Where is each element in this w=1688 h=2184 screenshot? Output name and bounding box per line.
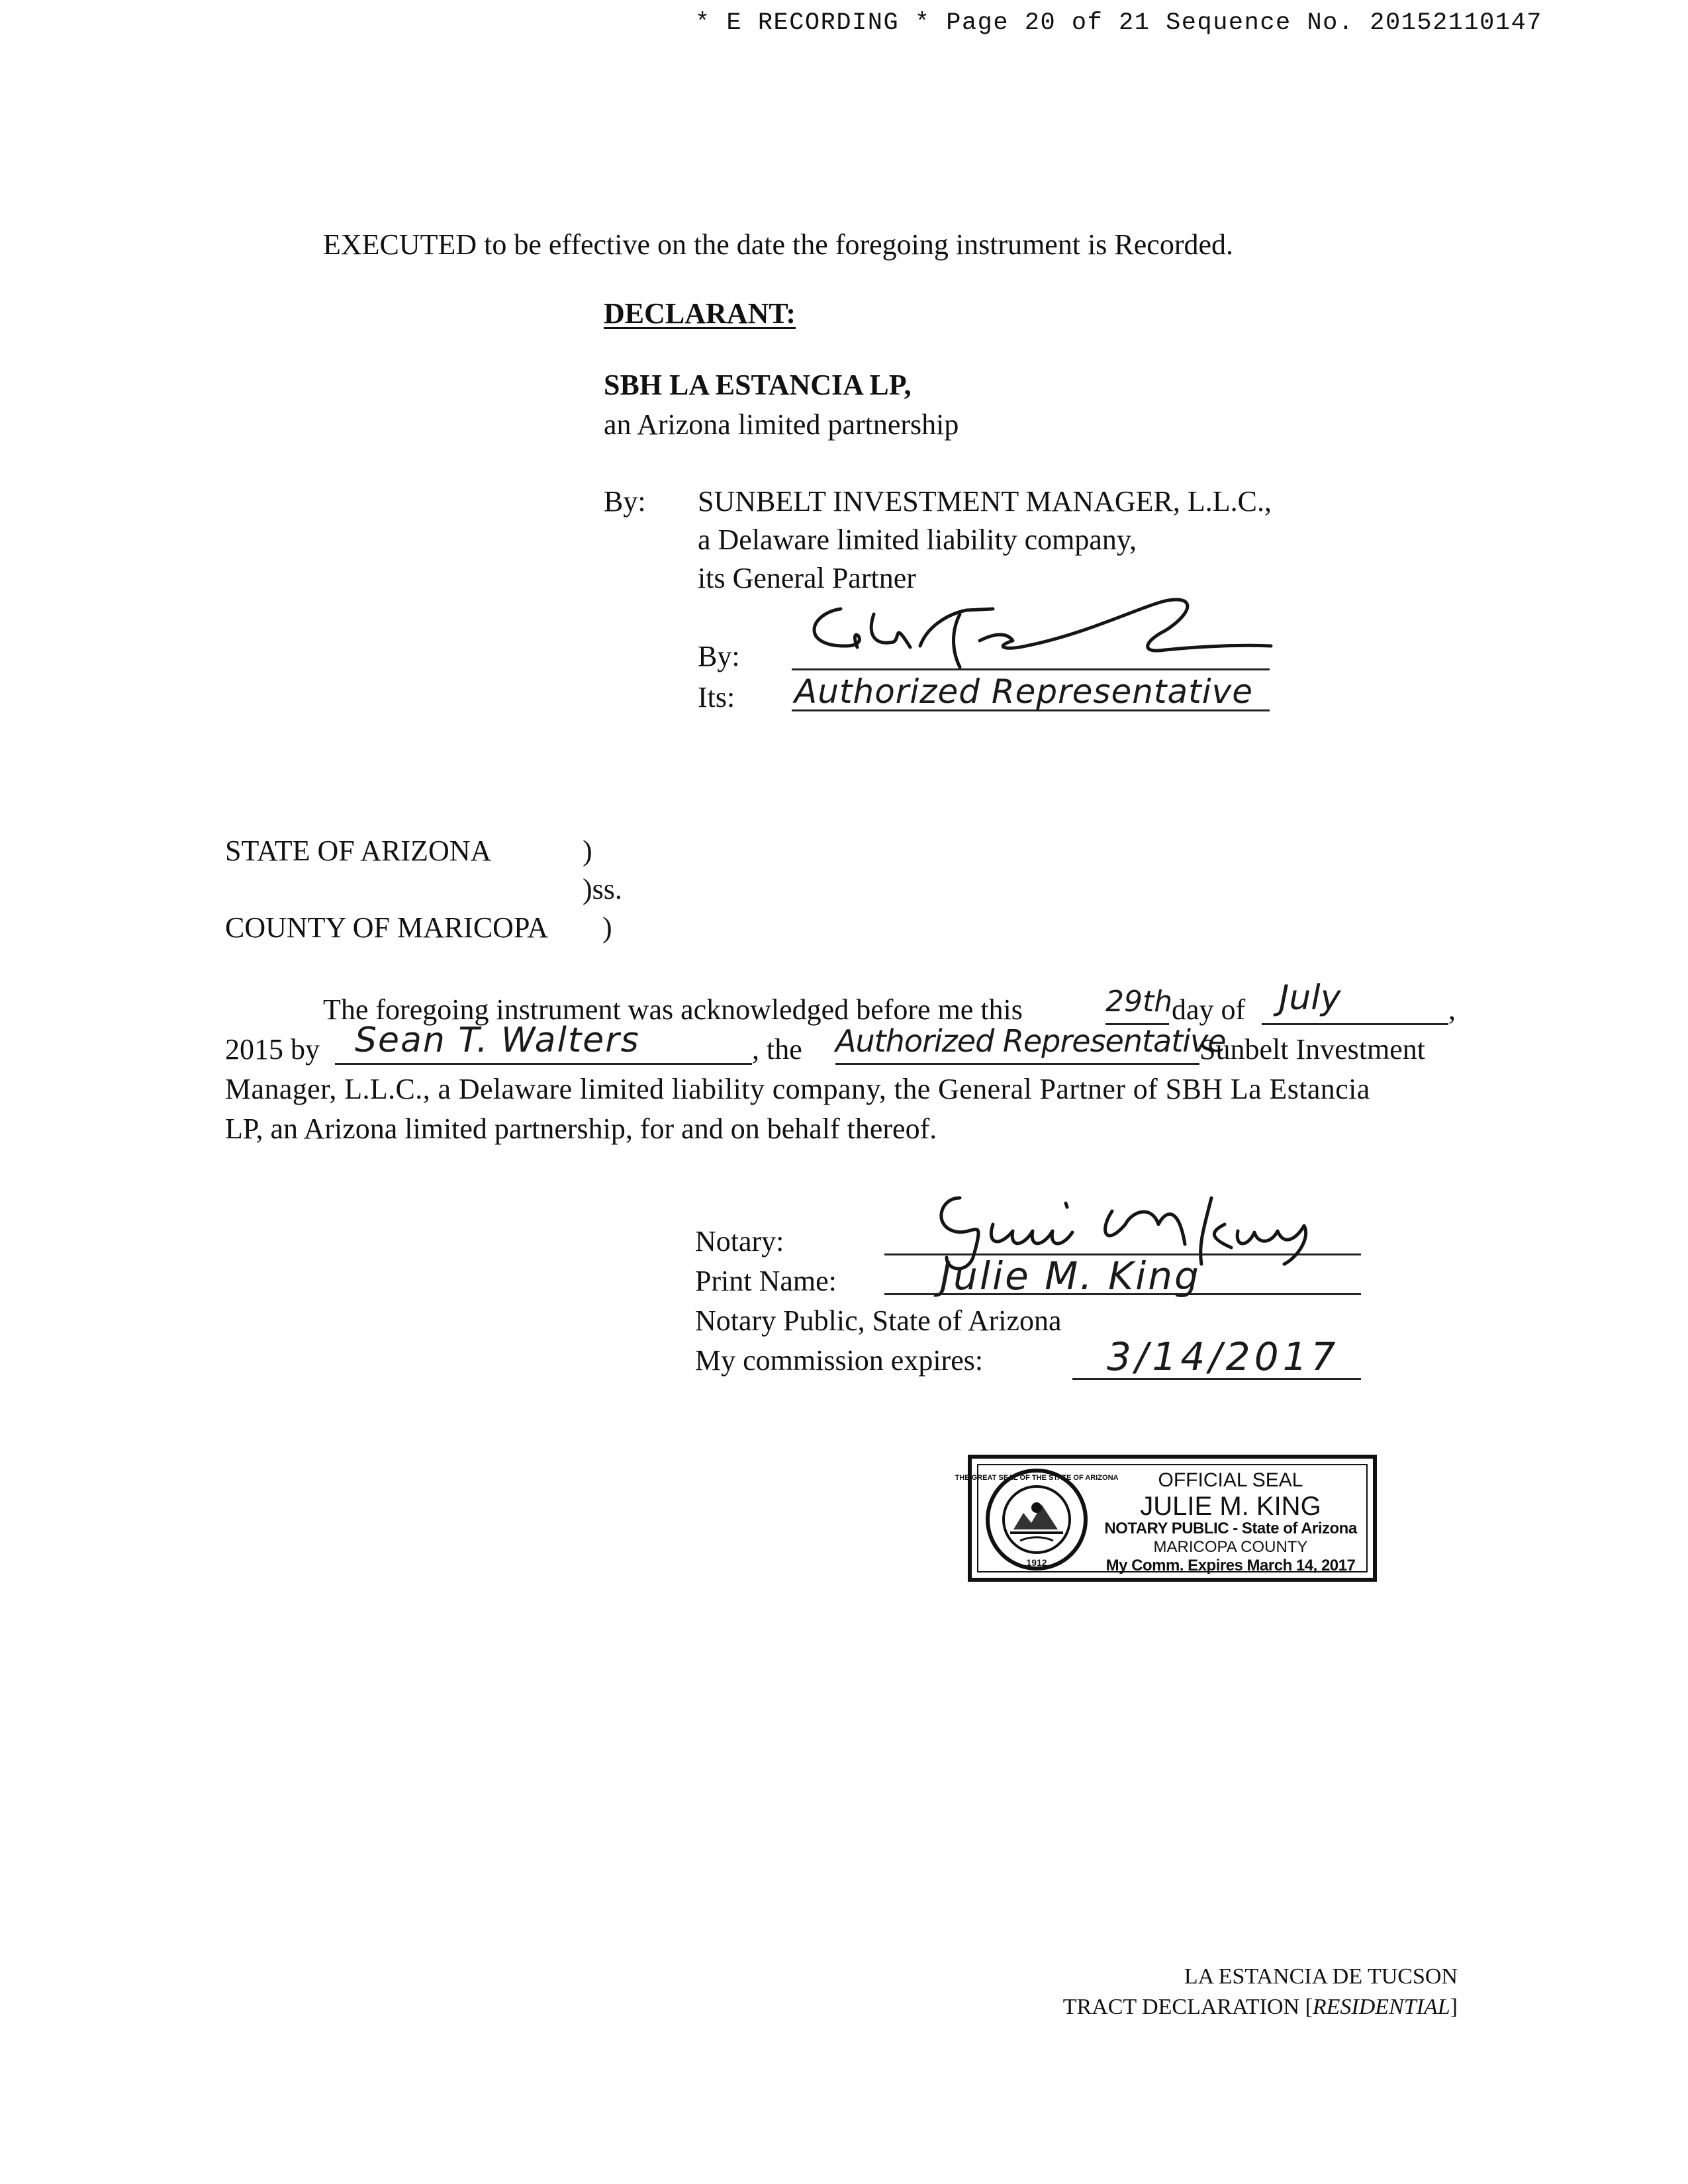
- footer-line1: LA ESTANCIA DE TUCSON: [1184, 1964, 1458, 1989]
- seal-line-notary-public: NOTARY PUBLIC - State of Arizona: [1104, 1520, 1357, 1537]
- declarant-entity-name: SBH LA ESTANCIA LP,: [604, 369, 912, 401]
- declarant-heading: DECLARANT:: [604, 297, 796, 330]
- print-name-handwritten: Julie M. King: [940, 1253, 1201, 1298]
- ack-signer-handwritten: Sean T. Walters: [355, 1021, 640, 1060]
- manager-type: a Delaware limited liability company,: [698, 523, 1137, 556]
- venue-county: COUNTY OF MARICOPA: [225, 911, 549, 944]
- footer-line2-prefix: TRACT DECLARATION [: [1062, 1995, 1313, 2019]
- print-name-label: Print Name:: [695, 1265, 837, 1297]
- venue-paren-1: ): [583, 835, 592, 867]
- footer-line2-suffix: ]: [1450, 1995, 1458, 2019]
- ack-title-line: [835, 1063, 1199, 1065]
- ack-month-line: [1262, 1023, 1448, 1025]
- notary-public-line: Notary Public, State of Arizona: [695, 1304, 1062, 1337]
- notary-label: Notary:: [695, 1225, 784, 1257]
- ack-day-of: day of: [1172, 993, 1246, 1026]
- venue-state: STATE OF ARIZONA: [225, 835, 492, 867]
- footer-line2: [1063, 1992, 1458, 2023]
- arizona-state-seal-emblem: [955, 1467, 1119, 1572]
- ack-title-handwritten: Authorized Representative: [835, 1023, 1226, 1059]
- seal-line-expires: My Comm. Expires March 14, 2017: [1105, 1557, 1356, 1574]
- ack-signer-line: [335, 1063, 752, 1065]
- manager-role: its General Partner: [698, 562, 916, 594]
- seal-emblem-year: 1912: [1026, 1557, 1047, 1568]
- footer-line2-italic: RESIDENTIAL: [1312, 1995, 1450, 2019]
- ack-line2-year: 2015 by: [225, 1033, 320, 1066]
- ack-line2-the: , the: [752, 1033, 802, 1066]
- seal-line-official: OFFICIAL SEAL: [1158, 1469, 1303, 1491]
- ack-comma: ,: [1448, 993, 1456, 1026]
- by-label: By:: [604, 485, 646, 518]
- commission-date-handwritten: 3/14/2017: [1107, 1334, 1340, 1379]
- ack-day-handwritten: 29th: [1105, 985, 1173, 1019]
- ack-line2-end: Sunbelt Investment: [1199, 1033, 1425, 1066]
- ack-line4: LP, an Arizona limited partnership, for and on behalf thereof.: [225, 1113, 937, 1145]
- ack-line3: Manager, L.L.C., a Delaware limited liability company, the General Partner of SBH La Estancia: [225, 1073, 1370, 1105]
- recording-header: * E RECORDING * Page 20 of 21 Sequence No. 20152110147: [695, 9, 1542, 37]
- seal-emblem-ring-text: THE GREAT SEAL OF THE STATE OF ARIZONA: [955, 1474, 1119, 1482]
- its-handwritten-value: Authorized Representative: [794, 672, 1254, 711]
- ack-line1-prefix: The foregoing instrument was acknowledged before me this: [323, 993, 1023, 1026]
- seal-line-name: JULIE M. KING: [1140, 1492, 1321, 1521]
- notary-seal-stamp: [955, 1455, 1377, 1582]
- commission-label: My commission expires:: [695, 1344, 984, 1377]
- seal-line-county: MARICOPA COUNTY: [1153, 1538, 1308, 1556]
- declarant-signature: [794, 568, 1284, 674]
- its-label: Its:: [698, 681, 735, 713]
- venue-paren-2: ): [602, 911, 612, 944]
- declarant-entity-type: an Arizona limited partnership: [604, 408, 959, 441]
- ack-month-handwritten: July: [1279, 978, 1341, 1018]
- manager-name: SUNBELT INVESTMENT MANAGER, L.L.C.,: [698, 485, 1272, 518]
- signature-by-label: By:: [698, 640, 740, 672]
- venue-ss: )ss.: [583, 873, 622, 905]
- executed-sentence: EXECUTED to be effective on the date the foregoing instrument is Recorded.: [323, 228, 1233, 261]
